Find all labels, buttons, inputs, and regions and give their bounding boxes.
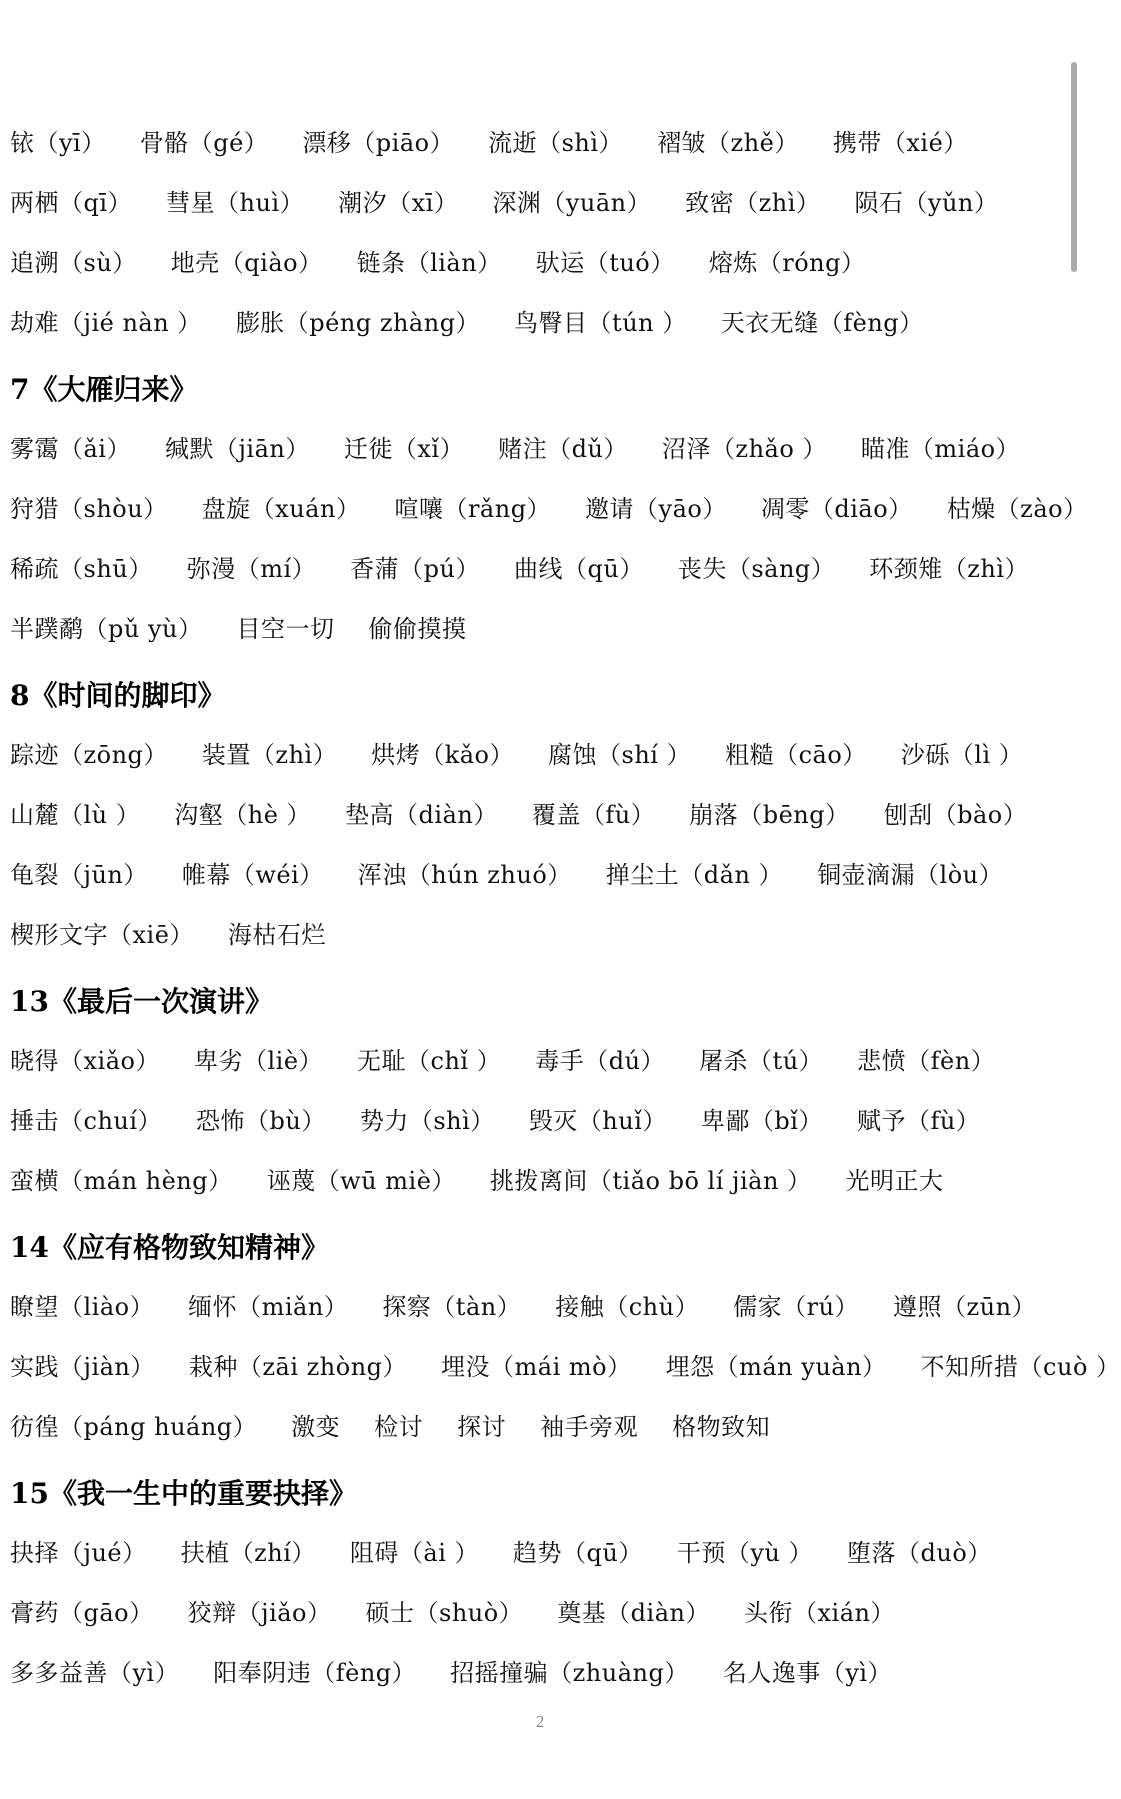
vocab-row <box>10 722 1050 782</box>
vocab-row <box>10 1520 1050 1580</box>
vocab-item: 抉择（jué） <box>10 1538 147 1567</box>
vocab-item: 遵照（zūn） <box>893 1292 1037 1321</box>
vocab-item: 覆盖（fù） <box>531 800 656 829</box>
vocab-row <box>10 536 1050 596</box>
vocab-item: 漂移（piāo） <box>302 128 455 157</box>
vocab-item: 粗糙（cāo） <box>725 740 867 769</box>
vocab-item: 蛮横（mán hèng） <box>10 1166 233 1195</box>
vocab-item: 袖手旁观 <box>540 1412 639 1441</box>
vocab-item: 陨石（yǔn） <box>854 188 999 217</box>
vocab-item: 掸尘土（dǎn ） <box>605 860 784 889</box>
vocab-item: 彗星（huì） <box>166 188 305 217</box>
vocab-item: 毒手（dú） <box>535 1046 666 1075</box>
vocab-item: 瞄准（miáo） <box>860 434 1021 463</box>
vocab-item: 半蹼鹬（pǔ yù） <box>10 614 203 643</box>
vocab-item: 毁灭（huǐ） <box>528 1106 667 1135</box>
vocab-item: 狡辩（jiǎo） <box>187 1598 332 1627</box>
vocab-item: 铜壶滴漏（lòu） <box>817 860 1004 889</box>
vocab-item: 曲线（qū） <box>514 554 644 583</box>
vocab-item: 迁徙（xǐ） <box>343 434 465 463</box>
vocab-item: 铱（yī） <box>10 128 106 157</box>
vocab-item: 招摇撞骗（zhuàng） <box>450 1658 689 1687</box>
vocab-item: 环颈雉（zhì） <box>869 554 1030 583</box>
vocab-item: 诬蔑（wū miè） <box>266 1166 456 1195</box>
vocab-item: 携带（xié） <box>832 128 968 157</box>
scrollbar-thumb[interactable] <box>1071 62 1077 272</box>
vocab-item: 势力（shì） <box>359 1106 495 1135</box>
vocab-item: 山麓（lù ） <box>10 800 141 829</box>
vocab-item: 鸟臀目（tún ） <box>514 308 687 337</box>
vocab-item: 喧嚷（rǎng） <box>394 494 552 523</box>
vocab-item: 浑浊（hún zhuó） <box>357 860 572 889</box>
lesson-heading: 13《最后一次演讲》 <box>10 985 273 1018</box>
vocab-item: 沼泽（zhǎo ） <box>661 434 827 463</box>
vocab-item: 丧失（sàng） <box>677 554 836 583</box>
vocab-row <box>10 782 1050 842</box>
vocab-item: 盘旋（xuán） <box>201 494 361 523</box>
vocab-item: 缅怀（miǎn） <box>188 1292 349 1321</box>
vocab-item: 彷徨（páng huáng） <box>10 1412 258 1441</box>
vocab-item: 龟裂（jūn） <box>10 860 148 889</box>
vocab-row <box>10 290 1050 350</box>
lesson-heading: 14《应有格物致知精神》 <box>10 1231 329 1264</box>
vocab-item: 埋怨（mán yuàn） <box>665 1352 887 1381</box>
document-body <box>10 110 1121 1700</box>
vocab-item: 恐怖（bù） <box>196 1106 326 1135</box>
vocab-item: 致密（zhì） <box>685 188 821 217</box>
vocab-item: 屠杀（tú） <box>699 1046 824 1075</box>
vocab-item: 挑拨离间（tiǎo bō lí jiàn ） <box>489 1166 812 1195</box>
vocab-row <box>10 170 1050 230</box>
vocab-item: 赌注（dǔ） <box>498 434 628 463</box>
vocab-row <box>10 1580 1050 1640</box>
lesson-heading: 15《我一生中的重要抉择》 <box>10 1477 357 1510</box>
vocab-item: 腐蚀（shí ） <box>548 740 692 769</box>
vocab-item: 名人逸事（yì） <box>722 1658 893 1687</box>
vocab-row <box>10 1088 1050 1148</box>
vocab-item: 接触（chù） <box>555 1292 700 1321</box>
vocab-row <box>10 110 1050 170</box>
vocab-item: 头衔（xián） <box>744 1598 895 1627</box>
vocab-item: 不知所措（cuò ） <box>920 1352 1121 1381</box>
vocab-item: 扶植（zhí） <box>180 1538 316 1567</box>
vocab-item: 奠基（diàn） <box>557 1598 710 1627</box>
vocab-item: 海枯石烂 <box>227 920 326 949</box>
lesson-section <box>10 364 1088 656</box>
vocab-row <box>10 1148 1050 1208</box>
lesson-section <box>10 670 1050 962</box>
vocab-item: 悲愤（fèn） <box>857 1046 996 1075</box>
vocab-item: 香蒲（pú） <box>350 554 480 583</box>
vocab-item: 垫高（diàn） <box>345 800 498 829</box>
vocab-row <box>10 230 1050 290</box>
vocab-item: 地壳（qiào） <box>170 248 323 277</box>
vocab-item: 干预（yù ） <box>676 1538 813 1567</box>
vocab-item: 无耻（chǐ ） <box>357 1046 502 1075</box>
vocab-item: 稀疏（shū） <box>10 554 153 583</box>
vocab-item: 凋零（diāo） <box>760 494 913 523</box>
vocab-item: 埋没（mái mò） <box>441 1352 632 1381</box>
vocab-row <box>10 1640 1050 1700</box>
lesson-section <box>10 1468 1050 1700</box>
vocab-item: 硕士（shuò） <box>365 1598 524 1627</box>
vocab-item: 装置（zhì） <box>201 740 338 769</box>
vocab-item: 阳奉阴违（fèng） <box>213 1658 417 1687</box>
vocab-item: 卑劣（liè） <box>193 1046 324 1075</box>
vocab-item: 阻碍（ài ） <box>349 1538 480 1567</box>
vocab-item: 格物致知 <box>672 1412 771 1441</box>
vocab-item: 枯燥（zào） <box>946 494 1088 523</box>
vocab-item: 帷幕（wéi） <box>181 860 324 889</box>
vocab-item: 流逝（shì） <box>488 128 624 157</box>
vocab-row <box>10 1334 1121 1394</box>
vocab-item: 天衣无缝（fèng） <box>720 308 924 337</box>
vocab-item: 骨骼（gé） <box>139 128 269 157</box>
lesson-section <box>10 1222 1121 1454</box>
vocab-row <box>10 1028 1050 1088</box>
vocab-row <box>10 596 1050 656</box>
lesson-section <box>10 976 1050 1208</box>
vocab-item: 偷偷摸摸 <box>368 614 467 643</box>
vocab-item: 光明正大 <box>845 1166 944 1195</box>
vocab-item: 卑鄙（bǐ） <box>700 1106 823 1135</box>
vocab-item: 沟壑（hè ） <box>174 800 312 829</box>
vocab-item: 邀请（yāo） <box>585 494 727 523</box>
vocab-item: 检讨 <box>374 1412 424 1441</box>
vocab-item: 激变 <box>291 1412 341 1441</box>
vocab-item: 瞭望（liào） <box>10 1292 155 1321</box>
vocab-item: 目空一切 <box>236 614 335 643</box>
vocab-item: 深渊（yuān） <box>492 188 652 217</box>
vocab-item: 崩落（bēng） <box>689 800 850 829</box>
vocab-item: 链条（liàn） <box>356 248 502 277</box>
lesson-heading: 8《时间的脚印》 <box>10 679 226 712</box>
vocab-item: 膨胀（péng zhàng） <box>235 308 481 337</box>
vocab-item: 驮运（tuó） <box>535 248 675 277</box>
vocab-item: 实践（jiàn） <box>10 1352 155 1381</box>
vocab-item: 缄默（jiān） <box>164 434 310 463</box>
vocab-item: 劫难（jié nàn ） <box>10 308 202 337</box>
lesson-section <box>10 110 1050 350</box>
vocab-row <box>10 476 1088 536</box>
vocab-row <box>10 1394 1050 1454</box>
vocab-item: 沙砾（lì ） <box>900 740 1024 769</box>
vocab-item: 追溯（sù） <box>10 248 137 277</box>
vocab-item: 多多益善（yì） <box>10 1658 180 1687</box>
vocab-item: 膏药（gāo） <box>10 1598 154 1627</box>
vocab-item: 踪迹（zōng） <box>10 740 168 769</box>
vocab-item: 烘烤（kǎo） <box>371 740 515 769</box>
vocab-row <box>10 902 1050 962</box>
lesson-heading: 7《大雁归来》 <box>10 373 198 406</box>
vocab-item: 褶皱（zhě） <box>657 128 799 157</box>
vocab-item: 赋予（fù） <box>856 1106 981 1135</box>
vocab-item: 堕落（duò） <box>847 1538 992 1567</box>
vocab-item: 探察（tàn） <box>382 1292 522 1321</box>
vocab-item: 趋势（qū） <box>513 1538 643 1567</box>
vocab-item: 两栖（qī） <box>10 188 133 217</box>
scrollbar[interactable] <box>1066 0 1080 1799</box>
vocab-row <box>10 842 1050 902</box>
vocab-item: 捶击（chuí） <box>10 1106 163 1135</box>
vocab-item: 刨刮（bào） <box>883 800 1028 829</box>
vocab-item: 栽种（zāi zhòng） <box>188 1352 408 1381</box>
vocab-item: 探讨 <box>457 1412 507 1441</box>
vocab-item: 熔炼（róng） <box>708 248 866 277</box>
vocab-item: 儒家（rú） <box>733 1292 860 1321</box>
vocab-item: 雾霭（ǎi） <box>10 434 131 463</box>
vocab-item: 楔形文字（xiē） <box>10 920 194 949</box>
vocab-row <box>10 416 1050 476</box>
page-number: 2 <box>535 1712 545 1731</box>
vocab-row <box>10 1274 1050 1334</box>
vocab-item: 晓得（xiǎo） <box>10 1046 160 1075</box>
vocab-item: 狩猎（shòu） <box>10 494 168 523</box>
vocab-item: 潮汐（xī） <box>338 188 459 217</box>
vocab-item: 弥漫（mí） <box>186 554 317 583</box>
